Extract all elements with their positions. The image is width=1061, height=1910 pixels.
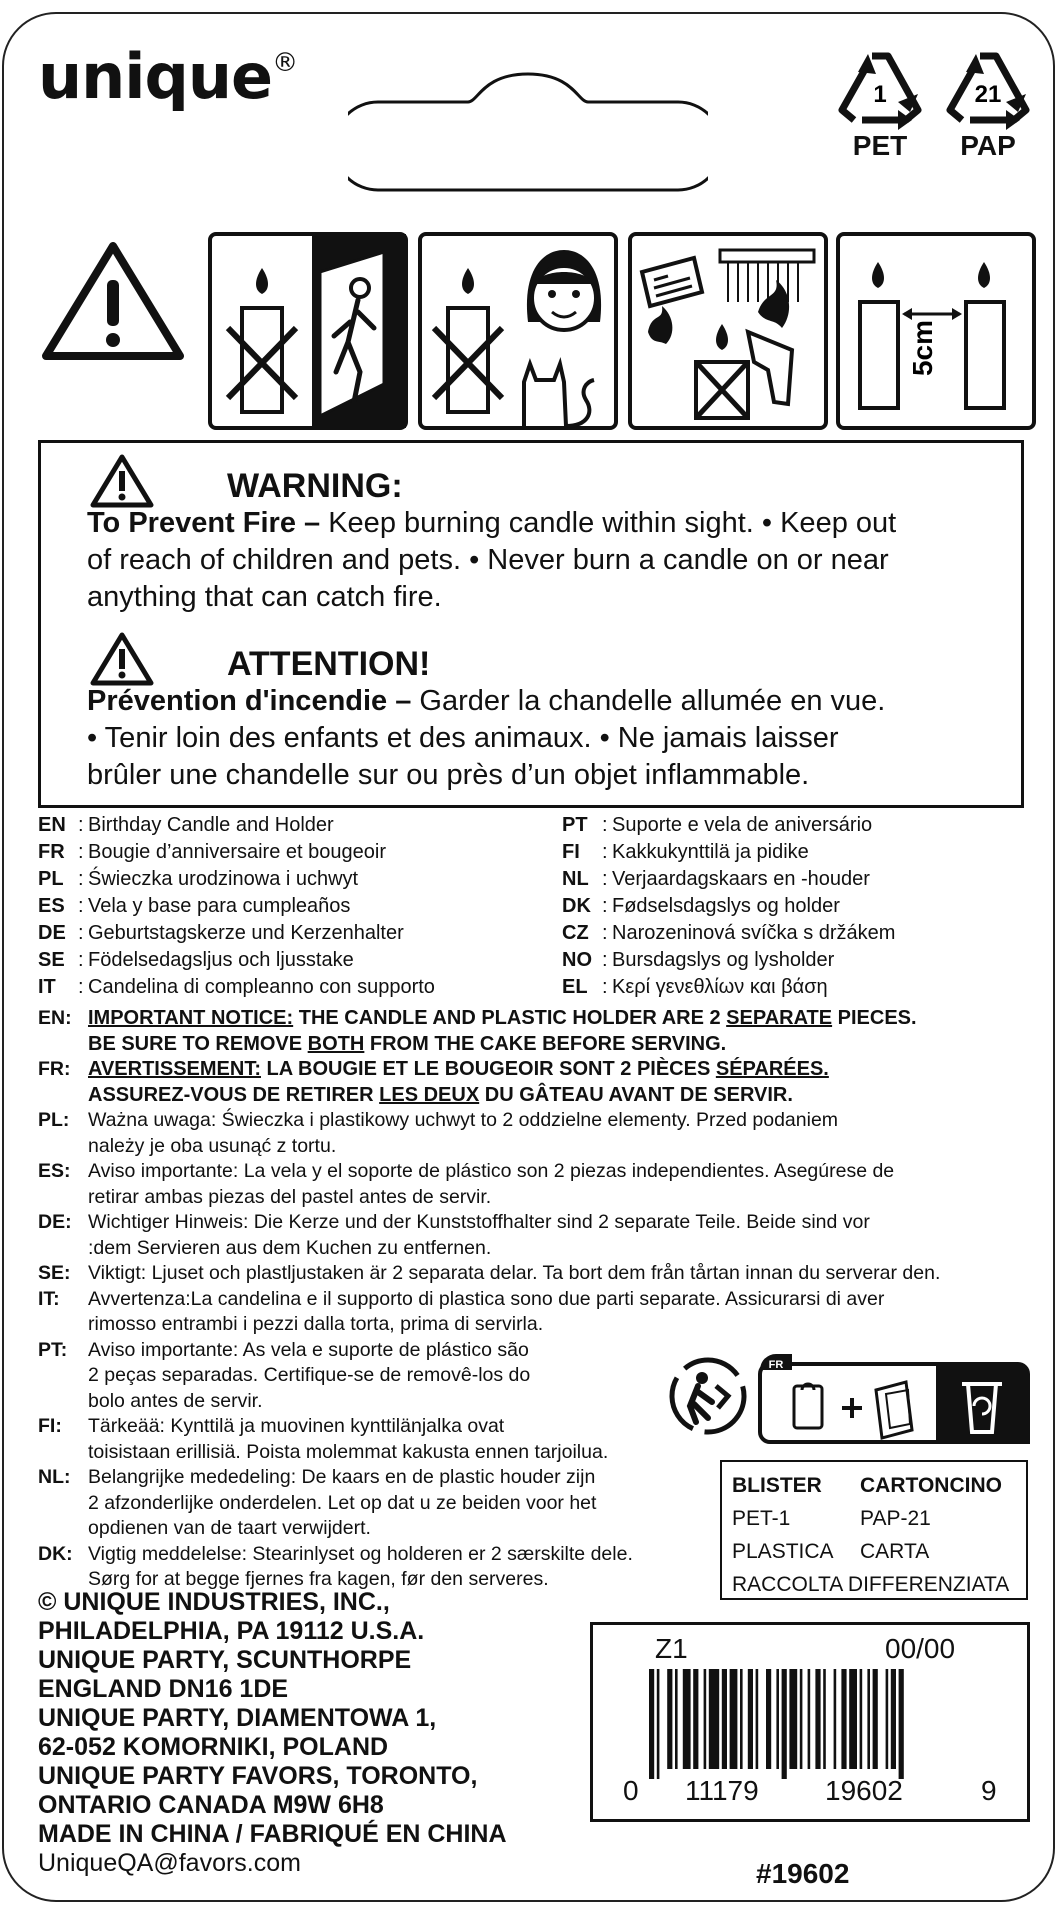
attention-text: Prévention d'incendie – Garder la chandelle allumée en vue. • Tenir loin des enfants et des animaux. • Ne jamais laisser brûler une chandelle sur ou près d’un objet inflammable. (87, 685, 886, 791)
barcode-bar (740, 1669, 743, 1769)
list-item: DE : Geburtstagskerze und Kerzenhalter (38, 922, 404, 944)
list-item: PT : Suporte e vela de aniversário (562, 814, 873, 836)
notice-fr: FR: AVERTISSEMENT: LA BOUGIE ET LE BOUGEOIR SONT 2 PIÈCES SÉPARÉES. ASSUREZ-VOUS DE RETIRER LES DEUX DU GÂTEAU AVANT DE SERVIR. (38, 1058, 829, 1106)
barcode-bar (867, 1669, 870, 1769)
notice-pl: PL: Ważna uwaga: Świeczka i plastikowy uchwyt to 2 oddzielne elementy. Przed podaniem należy je oba usunąć z tortu. (38, 1109, 839, 1157)
notice-pt: PT: Aviso importante: As vela e suporte de plástico são 2 peças separadas. Certifique-se de removê-los do bolo antes de servir. (38, 1338, 531, 1412)
list-item: DK : Fødselsdagslys og holder (562, 895, 840, 917)
barcode-bar (891, 1669, 896, 1769)
barcode-bar (841, 1669, 846, 1769)
table-cell: PET-1 (732, 1507, 791, 1530)
warning-title: WARNING: (227, 467, 403, 505)
notice-es: ES: Aviso importante: La vela y el soporte de plástico son 2 piezas independientes. Asegúrese de retirar ambas piezas del pastel antes de servir. (38, 1160, 895, 1208)
barcode-bars (649, 1669, 969, 1779)
barcode-bar (649, 1669, 654, 1779)
candle-exit-icon (208, 232, 408, 430)
notice-dk: DK: Vigtig meddelelse: Stearinlyset og holderen er 2 særskilte dele. Sørg for at begge fjernes fra kagen, før den serveres. (38, 1542, 633, 1590)
table-cell: PAP-21 (860, 1507, 931, 1530)
barcode-digit: 9 (981, 1775, 997, 1806)
list-item: CZ : Narozeninová svíčka s držákem (562, 922, 896, 944)
notice-it: IT: Avvertenza:La candelina e il supporto di plastica sono due parti separate. Assicurarsi di aver rimosso entrambi i pezzi dalla torta, prima di servirla. (38, 1287, 885, 1335)
attention-title: ATTENTION! (227, 645, 431, 683)
warning-triangle-icon (38, 232, 188, 372)
product-name-list-left (38, 812, 435, 1001)
barcode-date: 00/00 (885, 1633, 956, 1664)
barcode-bar (683, 1669, 691, 1769)
barcode-bar (709, 1669, 719, 1769)
barcode-digit: 11179 (685, 1775, 759, 1806)
candle-child-pet-icon (418, 232, 618, 430)
brand-logo: unique® (38, 40, 298, 113)
notice-fi: FI: Tärkeää: Kynttilä ja muovinen kynttilänjalka ovat toisistaan erillisiä. Poista molemmat kakusta ennen tarjoilua. (38, 1415, 609, 1463)
list-item: ES : Vela y base para cumpleaños (38, 895, 351, 917)
candle-fire-hazard-icon (628, 232, 828, 430)
list-item: PL : Świeczka urodzinowa i uchwyt (38, 868, 359, 890)
barcode-bar (776, 1669, 779, 1769)
barcode-bar (815, 1669, 820, 1769)
svg-text:21: 21 (974, 81, 1002, 108)
barcode-bar (748, 1669, 753, 1769)
barcode-bar (730, 1669, 738, 1769)
barcode-bar (675, 1669, 678, 1769)
warning-text: To Prevent Fire – Keep burning candle within sight. • Keep out of reach of children and pets. • Never burn a candle on or near anything that can catch fire. (87, 507, 897, 613)
svg-text:FR: FR (768, 1359, 784, 1371)
barcode-bar (808, 1669, 811, 1769)
hang-hole (348, 72, 708, 194)
triman-icon (668, 1356, 748, 1436)
table-footer: RACCOLTA DIFFERENZIATA (732, 1573, 1010, 1596)
recycle-pet-symbol: 1 PET (830, 46, 930, 162)
barcode-bar (899, 1669, 904, 1779)
barcode-bar (849, 1669, 857, 1769)
candle-distance-icon (836, 232, 1036, 430)
italian-sorting-table (720, 1460, 1028, 1600)
table-cell: PLASTICA (732, 1540, 834, 1563)
barcode-digit: 0 (623, 1775, 639, 1806)
barcode-bar (834, 1669, 837, 1769)
barcode-bar (860, 1669, 863, 1769)
barcode-bar (886, 1669, 889, 1769)
notice-de: DE: Wichtiger Hinweis: Die Kerze und der Kunststoffhalter sind 2 separate Teile. Beide sind vor :dem Servieren aus dem Kuchen zu entfernen. (38, 1211, 870, 1259)
list-item: NL : Verjaardagskaars en -houder (562, 868, 870, 890)
barcode-bar (657, 1669, 660, 1779)
notice-en: EN: IMPORTANT NOTICE: THE CANDLE AND PLASTIC HOLDER ARE 2 SEPARATE PIECES. BE SURE TO REMOVE BOTH FROM THE CAKE BEFORE SERVING. (38, 1007, 917, 1055)
manufacturer-address: © UNIQUE INDUSTRIES, INC., PHILADELPHIA, PA 19112 U.S.A. UNIQUE PARTY, SCUNTHORPE ENGLAND DN16 1DE UNIQUE PARTY, DIAMENTOWA 1, 62-052 KOMORNIKI, POLAND UNIQUE PARTY FAVORS, TORONTO, ONTARIO CANADA M9W 6H8 MADE IN CHINA / FABRIQUÉ EN CHINA UniqueQA@favors.com (38, 1588, 507, 1877)
item-number: #19602 (756, 1858, 850, 1889)
recycle-pap-symbol: 21 PAP (938, 46, 1038, 162)
notice-se: SE: Viktigt: Ljuset och plastljustaken är 2 separata delar. Ta bort dem från tårtan innan du serverar den. (38, 1262, 941, 1284)
list-item: FI : Kakkukynttilä ja pidike (562, 841, 809, 863)
barcode-bar (782, 1669, 787, 1779)
table-header: BLISTER (732, 1474, 822, 1497)
table-header: CARTONCINO (860, 1474, 1002, 1497)
product-name-list-right (562, 812, 895, 1001)
warning-triangle-icon (89, 453, 155, 509)
barcode-bar (766, 1669, 771, 1769)
list-item: IT : Candelina di compleanno con supporto (38, 976, 435, 998)
warning-triangle-icon (89, 631, 155, 687)
barcode-zone: Z1 (655, 1633, 688, 1664)
barcode-bar (667, 1669, 672, 1769)
barcode-bar (704, 1669, 707, 1769)
barcode-bar (756, 1669, 759, 1769)
barcode-bar (789, 1669, 797, 1769)
list-item: EN : Birthday Candle and Holder (38, 814, 334, 836)
barcode-bar (800, 1669, 803, 1769)
list-item: EL : Κερί γενεθλίων και βάση (562, 976, 828, 998)
list-item: FR : Bougie d’anniversaire et bougeoir (38, 841, 386, 863)
svg-text:5cm: 5cm (907, 319, 938, 377)
recycle-triangle-icon (940, 46, 1036, 130)
list-item: SE : Födelsedagsljus och ljusstake (38, 949, 354, 971)
barcode-bar (693, 1669, 698, 1769)
barcode-digit: 19602 (825, 1775, 903, 1806)
warning-box (38, 440, 1024, 808)
barcode-bar (873, 1669, 878, 1769)
svg-text:1: 1 (873, 81, 887, 108)
notice-nl: NL: Belangrijke mededeling: De kaars en de plastic houder zijn 2 afzonderlijke onderdelen. Let op dat u ze beiden voor het opdienen van de taart verwijdert. (38, 1466, 597, 1539)
barcode-bar (823, 1669, 826, 1769)
list-item: NO : Bursdagslys og lysholder (562, 949, 835, 971)
table-cell: CARTA (860, 1540, 930, 1563)
barcode-box (590, 1622, 1030, 1822)
recycle-triangle-icon (832, 46, 928, 130)
barcode-bar (722, 1669, 727, 1769)
fr-sorting-info (756, 1350, 1032, 1446)
contact-email: UniqueQA@favors.com (38, 1849, 301, 1877)
